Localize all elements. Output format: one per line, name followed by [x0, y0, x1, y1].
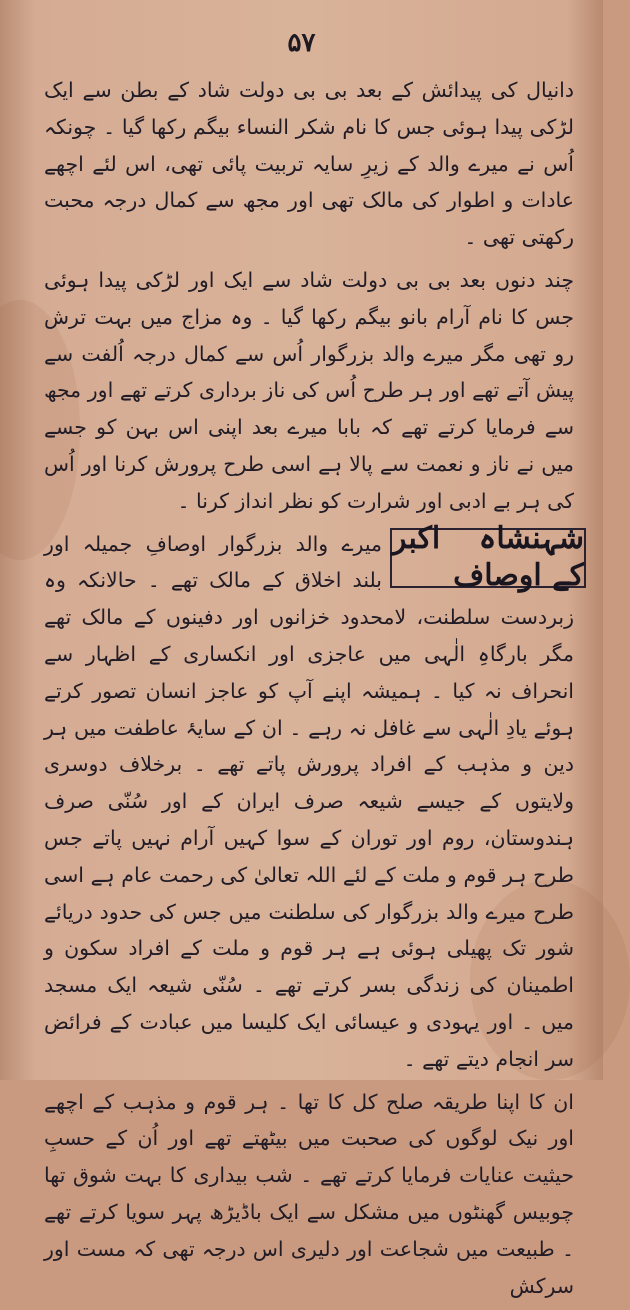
- paragraph-akbar-virtues: میرے والد بزرگوار اوصافِ جمیلہ اور بلند اخلاق کے مالک تھے ۔ حالانکہ وہ زبردست سلطنت، لامحدود خزانوں اور دفینوں کے مالک تھے مگر بارگاہِ الٰہی میں عاجزی اور انکساری کے اظہار سے انحراف نہ کیا ۔ ہمیشہ اپنے آپ کو عاجز انسان تصور کرتے ہوئے یادِ الٰہی سے غافل نہ رہے ۔ ان کے سایۂ عاطفت میں ہر دین و مذہب کے افراد پرورش پاتے تھے ۔ برخلاف دوسری ولایتوں کے جیسے شیعہ صرف ایران کے اور سُنّی صرف ہندوستان، روم اور توران کے سوا کہیں آرام نہیں پاتے جس طرح ہر قوم و ملت کے لئے اللہ تعالیٰ کی رحمت عام ہے اسی طرح میرے والد بزرگوار کی سلطنت میں جس کی حدود دریائے شور تک پھیلی ہوئی ہے ہر قوم و ملت کے افراد سکون و اطمینان کی زندگی بسر کرتے تھے ۔ سُنّی شیعہ ایک مسجد میں ۔ اور یہودی و عیسائی ایک کلیسا میں عبادت کے فرائض سر انجام دیتے تھے ۔: [44, 531, 574, 1071]
- paragraph-daughter-aram-banu: چند دنوں بعد بی بی دولت شاد سے ایک اور لڑکی پیدا ہوئی جس کا نام آرام بانو بیگم رکھا گیا ۔ وہ مزاج میں بہت ترش رو تھی مگر میرے والد بزرگوار اُس سے کمال درجہ اُلفت سے پیش آتے تھے اور ہر طرح اُس کی ناز برداری کرتے تھے اور مجھ سے فرمایا کرتے تھے کہ بابا میرے بعد اپنی اس بہن کو جسے میں نے ناز و نعمت سے پالا ہے اسی طرح پرورش کرنا اور اُس کی ہر بے ادبی اور شرارت کو نظر انداز کرنا ۔: [44, 267, 574, 513]
- page-number: ۵۷: [287, 28, 316, 58]
- paragraph-daughter-shakar-un-nisa: دانیال کی پیدائش کے بعد بی بی دولت شاد کے بطن سے ایک لڑکی پیدا ہوئی جس کا نام شکر النساء بیگم رکھا گیا ۔ چونکہ اُس نے میرے والد کے زیرِ سایہ تربیت پائی تھی، اس لئے اچھے عادات و اطوار کی مالک تھی اور مجھ سے کمال درجہ محبت رکھتی تھی ۔: [44, 78, 574, 250]
- page-text: [44, 72, 584, 1310]
- paragraph-sulh-e-kul: ان کا اپنا طریقہ صلح کل کا تھا ۔ ہر قوم و مذہب کے اچھے اور نیک لوگوں کی صحبت میں بیٹھتے تھے اور اُن کے حسبِ حیثیت عنایات فرمایا کرتے تھے ۔ شب بیداری کا بہت شوق تھا چوبیس گھنٹوں میں مشکل سے ایک باڈیڑھ پہر سویا کرتے تھے ۔ طبیعت میں شجاعت اور دلیری اس درجہ تھی کہ مست اور سرکش: [44, 1089, 574, 1298]
- section-heading: شہنشاہ اکبر کے اوصاف: [392, 520, 584, 593]
